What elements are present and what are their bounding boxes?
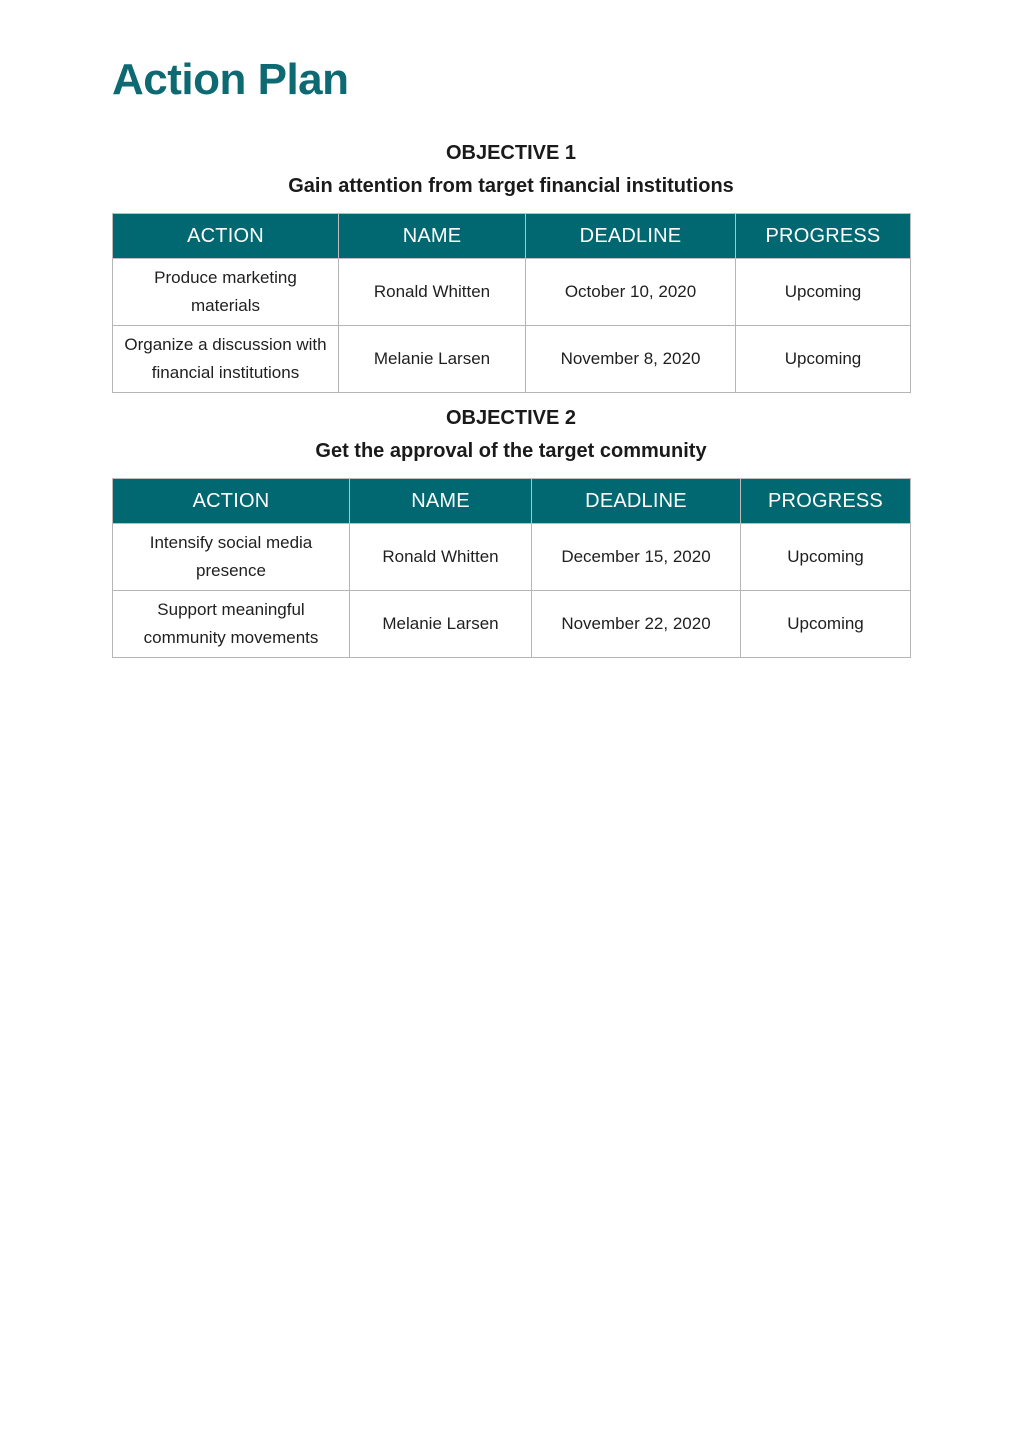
name-cell: Melanie Larsen: [350, 591, 532, 658]
objective-2-heading: [112, 402, 910, 468]
action-cell: Intensify social media presence: [113, 524, 350, 591]
column-header-action: ACTION: [113, 214, 339, 259]
progress-cell: Upcoming: [741, 524, 911, 591]
column-header-name: NAME: [350, 479, 532, 524]
deadline-cell: November 8, 2020: [526, 326, 736, 393]
column-header-name: NAME: [339, 214, 526, 259]
objective-description: Get the approval of the target community: [315, 440, 707, 462]
table-row: [113, 591, 911, 658]
deadline-cell: December 15, 2020: [532, 524, 741, 591]
progress-cell: Upcoming: [741, 591, 911, 658]
table-header-row: [113, 479, 911, 524]
table-header-row: [113, 214, 911, 259]
page-title: Action Plan: [112, 55, 349, 104]
objective-label: OBJECTIVE 2: [445, 407, 577, 429]
action-cell: Organize a discussion with financial institutions: [113, 326, 339, 393]
column-header-deadline: DEADLINE: [526, 214, 736, 259]
name-cell: Ronald Whitten: [339, 259, 526, 326]
table-row: [113, 259, 911, 326]
column-header-deadline: DEADLINE: [532, 479, 741, 524]
objective-description: Gain attention from target financial institutions: [288, 175, 734, 197]
column-header-progress: PROGRESS: [736, 214, 911, 259]
action-cell: Produce marketing materials: [113, 259, 339, 326]
objective-label: OBJECTIVE 1: [445, 142, 577, 164]
objective-2-table: [112, 478, 911, 658]
action-cell: Support meaningful community movements: [113, 591, 350, 658]
name-cell: Melanie Larsen: [339, 326, 526, 393]
objective-1-heading: [112, 137, 910, 203]
progress-cell: Upcoming: [736, 326, 911, 393]
objective-1-table: [112, 213, 911, 393]
name-cell: Ronald Whitten: [350, 524, 532, 591]
column-header-action: ACTION: [113, 479, 350, 524]
table-row: [113, 524, 911, 591]
table-row: [113, 326, 911, 393]
progress-cell: Upcoming: [736, 259, 911, 326]
column-header-progress: PROGRESS: [741, 479, 911, 524]
deadline-cell: November 22, 2020: [532, 591, 741, 658]
deadline-cell: October 10, 2020: [526, 259, 736, 326]
